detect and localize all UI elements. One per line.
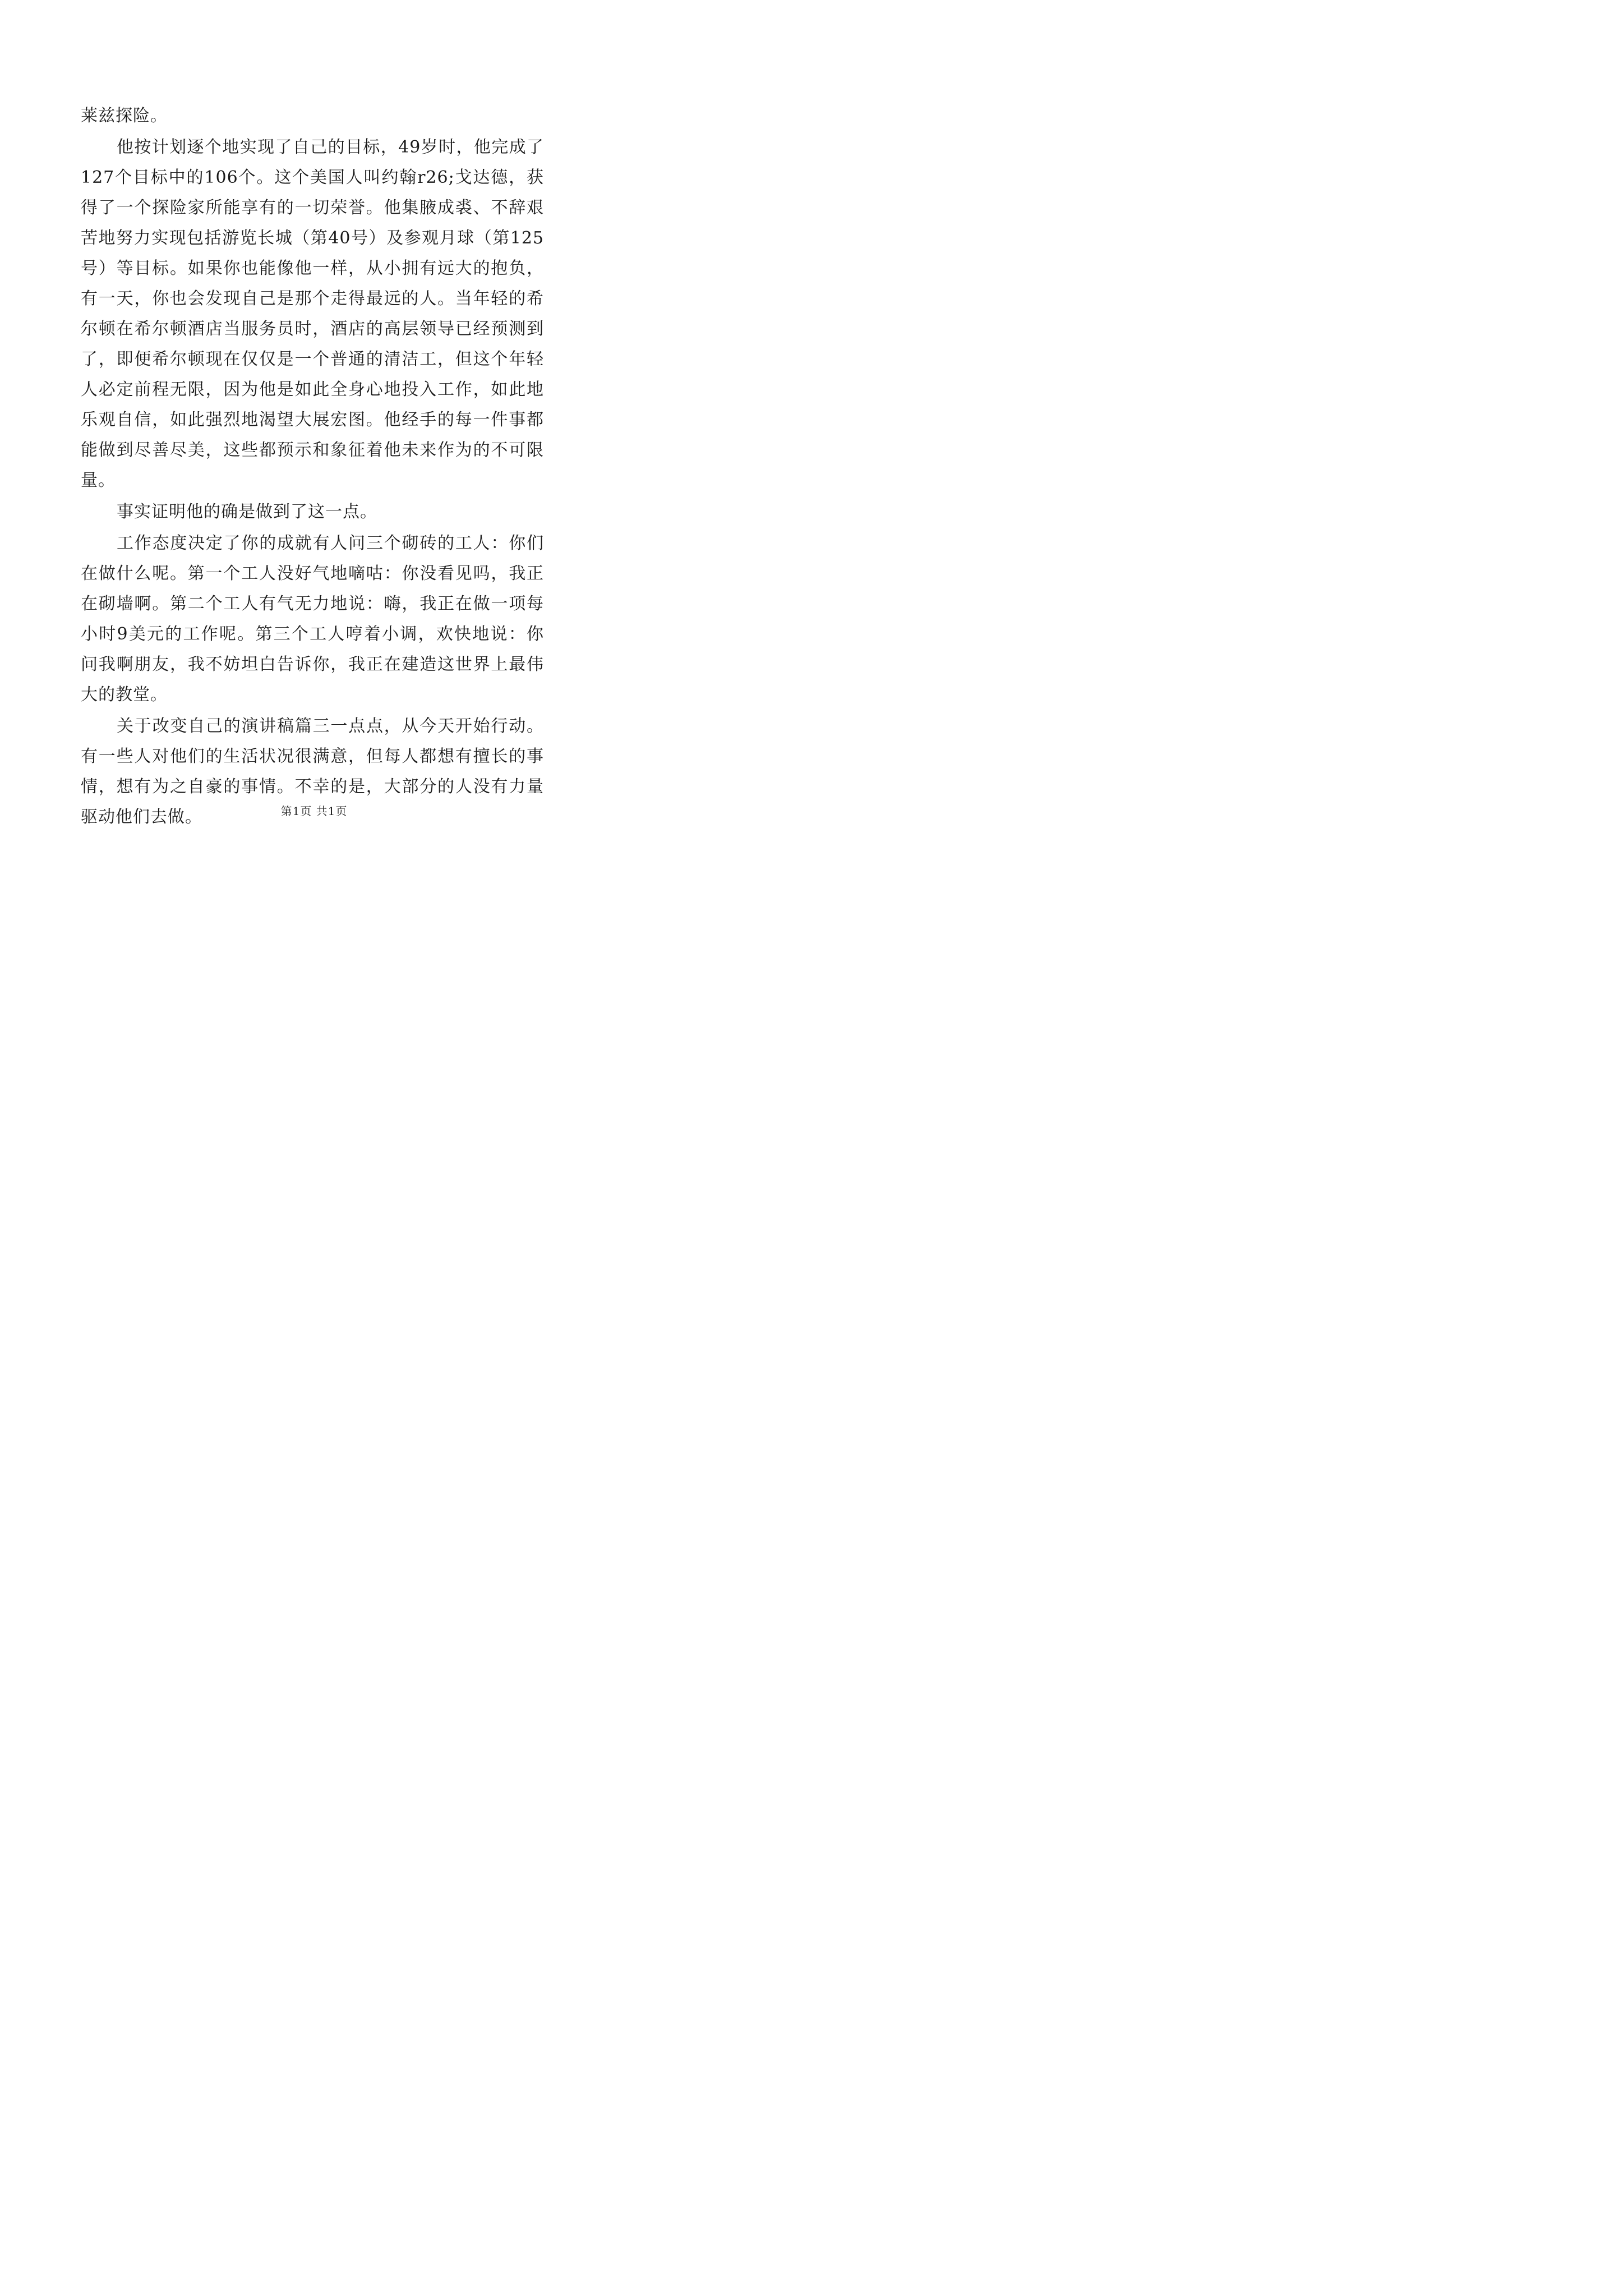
document-body	[81, 101, 544, 832]
paragraph-5: 关于改变自己的演讲稿篇三一点点，从今天开始行动。有一些人对他们的生活状况很满意，但每人都想有擅长的事情，想有为之自豪的事情。不幸的是，大部分的人没有力量驱动他们去做。	[81, 716, 544, 827]
document-page	[0, 0, 628, 889]
paragraph-4: 工作态度决定了你的成就有人问三个砌砖的工人：你们在做什么呢。第一个工人没好气地嘀咕：你没看见吗，我正在砌墙啊。第二个工人有气无力地说：嗨，我正在做一项每小时9美元的工作呢。第三个工人哼着小调，欢快地说：你问我啊朋友，我不妨坦白告诉你，我正在建造这世界上最伟大的教堂。	[81, 533, 544, 705]
paragraph-3: 事实证明他的确是做到了这一点。	[117, 502, 377, 522]
paragraph-2: 他按计划逐个地实现了自己的目标，49岁时，他完成了127个目标中的106个。这个美国人叫约翰r26;戈达德，获得了一个探险家所能享有的一切荣誉。他集腋成裘、不辞艰苦地努力实现包括游览长城（第40号）及参观月球（第125号）等目标。如果你也能像他一样，从小拥有远大的抱负，有一天，你也会发现自己是那个走得最远的人。当年轻的希尔顿在希尔顿酒店当服务员时，酒店的高层领导已经预测到了，即便希尔顿现在仅仅是一个普通的清洁工，但这个年轻人必定前程无限，因为他是如此全身心地投入工作，如此地乐观自信，如此强烈地渴望大展宏图。他经手的每一件事都能做到尽善尽美，这些都预示和象征着他未来作为的不可限量。	[81, 137, 544, 490]
page-footer	[0, 803, 628, 819]
page-number-label: 第1页 共1页	[280, 804, 348, 818]
paragraph-1: 莱兹探险。	[81, 106, 168, 126]
